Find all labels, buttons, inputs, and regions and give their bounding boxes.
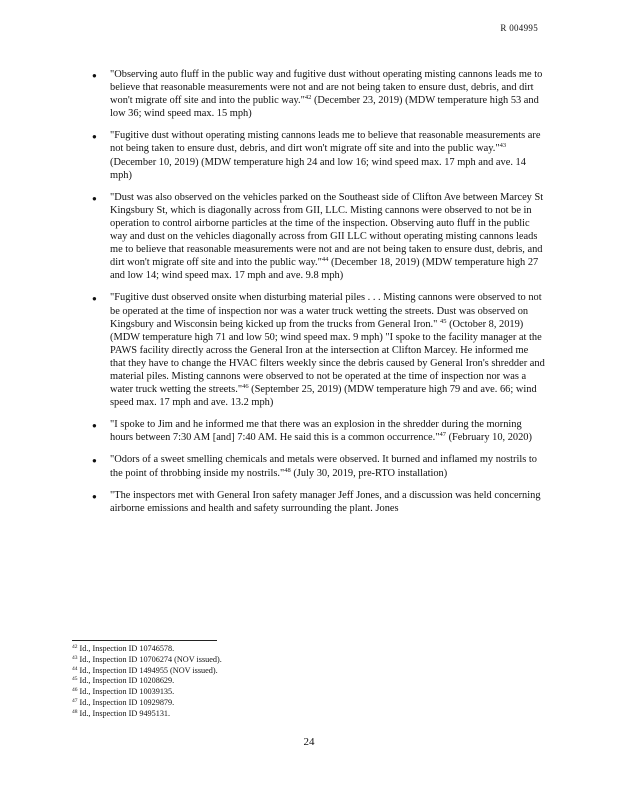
footnote-number: 48 <box>72 708 78 715</box>
footnote-text: Id., Inspection ID 9495131. <box>79 708 171 718</box>
footnote-number: 45 <box>72 676 78 683</box>
footnote-number: 43 <box>72 654 78 661</box>
quote-text: "The inspectors met with General Iron safety manager Jeff Jones, and a discussion was held concerning airborne emissions and health and safety surrounding the plant. Jones <box>110 489 541 514</box>
quote-text: "Dust was also observed on the vehicles parked on the Southeast side of Clifton Ave between Marcey St Kingsbury St, which is diagonally across from GII, LLC. Misting cannons were observed to not be in operation to control airborne particles at the time of the inspection. Observing auto fluff in the public way and dust on the vehicles diagonally across from GII LLC without operating misting cannons leads me to believe that reasonable measurements were not and are not being taken to ensure dust, debris, and dirt won't migrate off site and into the public way." <box>110 191 544 269</box>
quote-text: "I spoke to Jim and he informed me that there was an explosion in the shredder during the morning hours between 7:30 AM [and] 7:40 AM. He said this is a common occurrence." <box>110 419 522 444</box>
quote-text: "Fugitive dust observed onsite when disturbing material piles . . . Misting cannons were observed to not be operated at the time of inspection nor was a water truck wetting the streets. Dust was observed on Kingsbury and Wisconsin being kicked up from the trucks from General Iron." <box>110 292 542 330</box>
quote-context: (September 25, 2019) (MDW temperature high 79 and ave. 66; wind speed max. 17 mph and ave. 13.2 mph) <box>110 384 537 409</box>
bullet-icon: ● <box>92 421 97 431</box>
quote-list <box>80 68 546 515</box>
list-item <box>80 191 546 283</box>
footnote-number: 47 <box>72 697 78 704</box>
footnote-text: Id., Inspection ID 10706274 (NOV issued). <box>79 654 222 664</box>
footnote <box>72 655 532 666</box>
footnote <box>72 687 532 698</box>
bullet-icon: ● <box>92 456 97 466</box>
bullet-icon: ● <box>92 132 97 142</box>
bates-number: R 004995 <box>500 23 538 33</box>
bullet-icon: ● <box>92 71 97 80</box>
footnote-text: Id., Inspection ID 10746578. <box>79 644 175 653</box>
list-item <box>80 489 546 515</box>
page-number: 24 <box>303 736 315 748</box>
bullet-icon: ● <box>92 294 97 304</box>
footnote-ref: 48 <box>284 466 291 474</box>
footnote-ref: 43 <box>499 142 507 150</box>
list-item <box>80 129 546 181</box>
bullet-icon: ● <box>92 193 97 203</box>
footnote-text: Id., Inspection ID 1494955 (NOV issued). <box>79 665 218 675</box>
footnote <box>72 709 532 720</box>
footnote <box>72 698 532 709</box>
quote-text: "Observing auto fluff in the public way and fugitive dust without operating misting cannons leads me to believe that reasonable measurements were not and are not being taken to ensure dust, debris, and dirt won't migrate off site and into the public way." <box>110 69 543 107</box>
footnote <box>72 666 532 677</box>
footnote-ref: 45 <box>440 317 447 325</box>
footnote-text: Id., Inspection ID 10039135. <box>79 687 175 697</box>
footnote-ref: 46 <box>242 383 249 391</box>
quote-context: (December 23, 2019) (MDW temperature high 53 and low 36; wind speed max. 15 mph) <box>110 95 539 120</box>
quote-context: (December 10, 2019) (MDW temperature high 24 and low 16; wind speed max. 17 mph and ave. 14 mph) <box>110 156 526 181</box>
footnote-divider <box>72 640 217 641</box>
footnote-ref: 42 <box>304 94 312 102</box>
footnote-number: 42 <box>72 644 78 650</box>
document-body <box>80 68 546 524</box>
quote-context: (December 18, 2019) (MDW temperature high 27 and low 14; wind speed max. 17 mph and ave. 9.8 mph) <box>110 257 539 282</box>
quote-text: "Odors of a sweet smelling chemicals and metals were observed. It burned and inflamed my nostrils to the point of throbbing inside my nostrils." <box>110 454 537 479</box>
list-item <box>80 291 546 409</box>
list-item <box>80 418 546 444</box>
quote-context: (February 10, 2020) <box>445 432 532 444</box>
list-item <box>80 68 546 120</box>
footnote-ref: 44 <box>321 256 329 264</box>
footnote-text: Id., Inspection ID 10208629. <box>79 676 175 686</box>
footnote-ref: 47 <box>439 431 446 439</box>
bullet-icon: ● <box>92 491 97 501</box>
list-item <box>80 453 546 479</box>
quote-context: (July 30, 2019, pre-RTO installation) <box>290 467 448 479</box>
quote-context: (October 8, 2019) (MDW temperature high 71 and low 50; wind speed max. 9 mph) "I spoke to the facility manager at the PAWS facility directly across the General Iron at the intersection at Clifton Marcey. He informed me that they have to change the HVAC filters weekly since the debris caused by General Iron's shredder and material piles. Misting cannons were observed to not be operated at the time of inspection nor was a water truck wetting the streets." <box>110 318 545 396</box>
footnotes <box>72 644 532 720</box>
footnote <box>72 644 532 655</box>
footnote-text: Id., Inspection ID 10929879. <box>79 697 175 707</box>
quote-text: "Fugitive dust without operating misting cannons leads me to believe that reasonable measurements are not being taken to ensure dust, debris, and dirt won't migrate off site and into the public way." <box>110 130 541 155</box>
footnote-number: 46 <box>72 687 78 694</box>
footnote-number: 44 <box>72 665 78 672</box>
footnote <box>72 676 532 687</box>
